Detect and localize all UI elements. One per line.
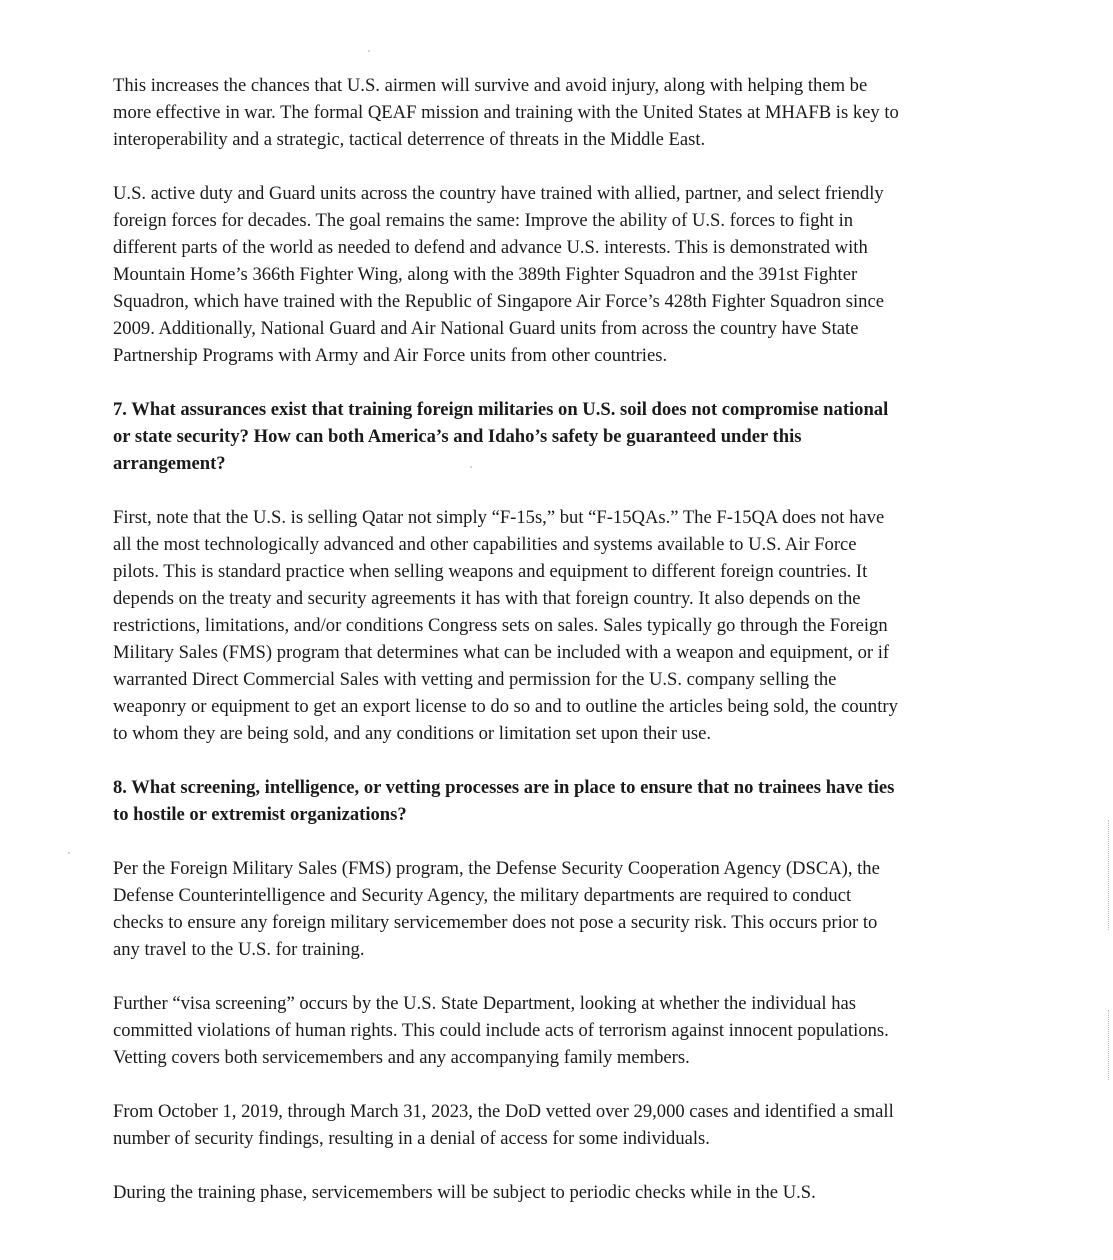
question-7-heading: 7. What assurances exist that training foreign militaries on U.S. soil does not compromise national or state security? How can both America’s and Idaho’s safety be guaranteed under this arrangement? — [113, 399, 889, 474]
scan-artifact-dots — [1108, 820, 1111, 930]
scan-speck — [470, 466, 472, 468]
answer-8-visa-paragraph: Further “visa screening” occurs by the U.S. State Department, looking at whether the individual has committed violations of human rights. This could include acts of terrorism against innocent populations. Vetting covers both servicemembers and any accompanying family members. — [113, 993, 889, 1068]
question-8-heading: 8. What screening, intelligence, or vetting processes are in place to ensure that no trainees have ties to hostile or extremist organizations? — [113, 777, 895, 825]
answer-8-statistics-paragraph: From October 1, 2019, through March 31, 2023, the DoD vetted over 29,000 cases and identified a small number of security findings, resulting in a denial of access for some individuals. — [113, 1101, 894, 1149]
document-page — [113, 72, 983, 1206]
answer-7-paragraph: First, note that the U.S. is selling Qatar not simply “F-15s,” but “F-15QAs.” The F-15QA does not have all the most technologically advanced and other capabilities and systems available to U.S. Air Force pilots. This is standard practice when selling weapons and equipment to different foreign countries. It depends on the treaty and security agreements it has with that foreign country. It also depends on the restrictions, limitations, and/or conditions Congress sets on sales. Sales typically go through the Foreign Military Sales (FMS) program that determines what can be included with a weapon and equipment, or if warranted Direct Commercial Sales with vetting and permission for the U.S. company selling the weaponry or equipment to get an export license to do so and to outline the articles being sold, the country to whom they are being sold, and any conditions or limitation set upon their use. — [113, 507, 898, 744]
scan-artifact-dots — [1108, 1010, 1111, 1080]
scan-speck — [68, 852, 70, 854]
scan-speck — [368, 50, 370, 52]
answer-8-fms-paragraph: Per the Foreign Military Sales (FMS) program, the Defense Security Cooperation Agency (DSCA), the Defense Counterintelligence and Security Agency, the military departments are required to conduct checks to ensure any foreign military servicemember does not pose a security risk. This occurs prior to any travel to the U.S. for training. — [113, 858, 880, 960]
answer-8-training-phase-paragraph: During the training phase, servicemembers will be subject to periodic checks while in the U.S. — [113, 1182, 816, 1203]
paragraph-allied-training: U.S. active duty and Guard units across the country have trained with allied, partner, and select friendly foreign forces for decades. The goal remains the same: Improve the ability of U.S. forces to fight in different parts of the world as needed to defend and advance U.S. interests. This is demonstrated with Mountain Home’s 366th Fighter Wing, along with the 389th Fighter Squadron and the 391st Fighter Squadron, which have trained with the Republic of Singapore Air Force’s 428th Fighter Squadron since 2009. Additionally, National Guard and Air National Guard units from across the country have State Partnership Programs with Army and Air Force units from other countries. — [113, 183, 884, 366]
paragraph-intro: This increases the chances that U.S. airmen will survive and avoid injury, along with helping them be more effective in war. The formal QEAF mission and training with the United States at MHAFB is key to interoperability and a strategic, tactical deterrence of threats in the Middle East. — [113, 75, 899, 150]
